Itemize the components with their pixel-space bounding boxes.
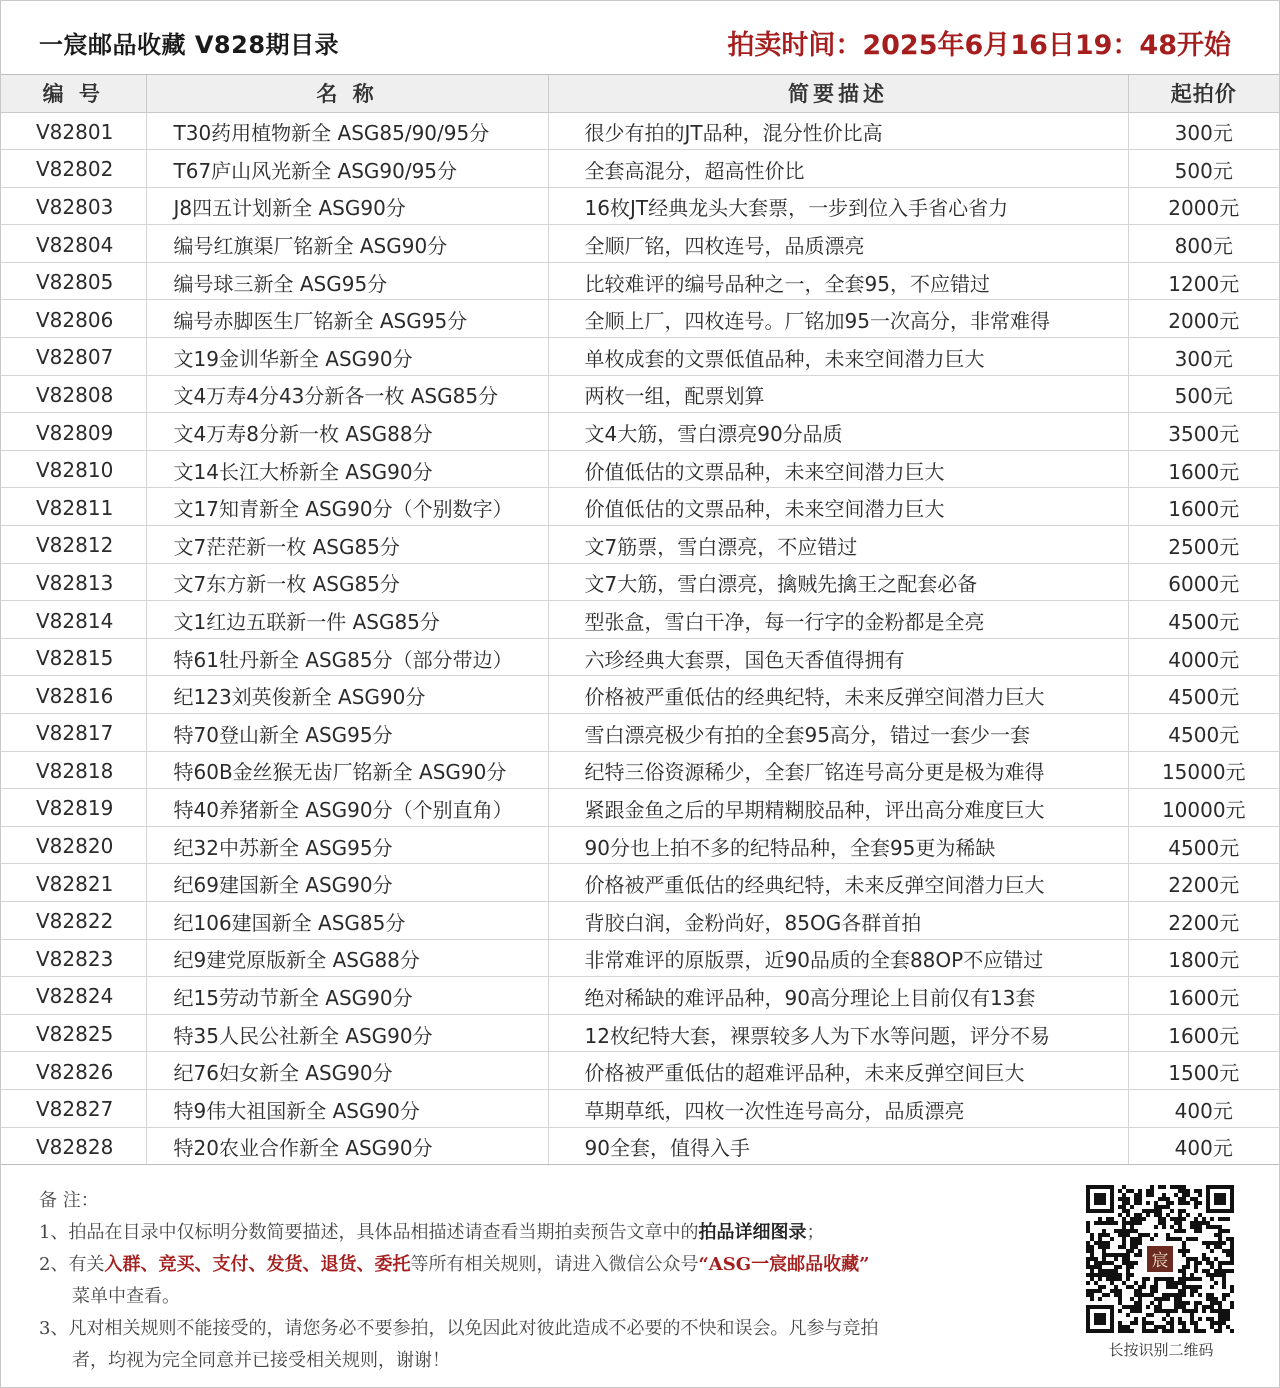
cell-price: 4500元: [1128, 676, 1279, 714]
table-row: [1, 789, 1279, 827]
qr-caption: 长按识别二维码: [1108, 1341, 1214, 1359]
note-2-account: “ASG一宸邮品收藏”: [698, 1254, 870, 1275]
table-header-row: [1, 75, 1279, 112]
cell-price: 300元: [1128, 338, 1279, 376]
cell-price: 2000元: [1128, 300, 1279, 338]
cell-id: V82826: [1, 1052, 146, 1090]
qr-block: [1086, 1185, 1236, 1360]
table-row: [1, 1014, 1279, 1052]
cell-name: 纪106建国新全 ASG85分: [146, 901, 548, 939]
cell-price: 2500元: [1128, 526, 1279, 564]
cell-name: 文7东方新一枚 ASG85分: [146, 563, 548, 601]
cell-name: 文7茫茫新一枚 ASG85分: [146, 526, 548, 564]
cell-description: 价值低估的文票品种，未来空间潜力巨大: [548, 450, 1128, 488]
cell-name: 文14长江大桥新全 ASG90分: [146, 450, 548, 488]
cell-id: V82824: [1, 977, 146, 1015]
table-row: [1, 338, 1279, 376]
table-row: [1, 413, 1279, 451]
note-1-end: ；: [806, 1222, 825, 1243]
cell-price: 1600元: [1128, 488, 1279, 526]
note-1-emphasis: 拍品详细图录: [698, 1222, 807, 1243]
cell-id: V82813: [1, 563, 146, 601]
cell-name: 特35人民公社新全 ASG90分: [146, 1014, 548, 1052]
cell-price: 4500元: [1128, 601, 1279, 639]
cell-id: V82812: [1, 526, 146, 564]
cell-description: 六珍经典大套票，国色天香值得拥有: [548, 638, 1128, 676]
qr-center-glyph: 宸: [1151, 1249, 1169, 1270]
cell-name: 文1红边五联新一件 ASG85分: [146, 601, 548, 639]
cell-price: 1600元: [1128, 1014, 1279, 1052]
note-2-cont: 菜单中查看。: [72, 1286, 180, 1307]
cell-description: 价值低估的文票品种，未来空间潜力巨大: [548, 488, 1128, 526]
cell-name: 编号赤脚医生厂铭新全 ASG95分: [146, 300, 548, 338]
note-3-cont: 者，均视为完全同意并已接受相关规则，谢谢！: [72, 1350, 450, 1371]
table-row: [1, 939, 1279, 977]
table-row: [1, 977, 1279, 1015]
cell-price: 4500元: [1128, 826, 1279, 864]
cell-id: V82821: [1, 864, 146, 902]
cell-id: V82809: [1, 413, 146, 451]
cell-description: 绝对稀缺的难评品种，90高分理论上目前仅有13套: [548, 977, 1128, 1015]
cell-description: 两枚一组，配票划算: [548, 375, 1128, 413]
cell-description: 全顺上厂，四枚连号。厂铭加95一次高分，非常难得: [548, 300, 1128, 338]
cell-name: 文17知青新全 ASG90分（个别数字）: [146, 488, 548, 526]
cell-id: V82827: [1, 1089, 146, 1127]
cell-id: V82807: [1, 338, 146, 376]
cell-price: 2000元: [1128, 187, 1279, 225]
table-row: [1, 1127, 1279, 1165]
cell-name: 纪9建党原版新全 ASG88分: [146, 939, 548, 977]
cell-price: 400元: [1128, 1089, 1279, 1127]
cell-price: 300元: [1128, 112, 1279, 150]
cell-description: 型张盒，雪白干净，每一行字的金粉都是全亮: [548, 601, 1128, 639]
table-row: [1, 826, 1279, 864]
cell-description: 很少有拍的JT品种，混分性价比高: [548, 112, 1128, 150]
catalog-table: [1, 75, 1279, 1165]
note-2-mid: 等所有相关规则，请进入微信公众号: [410, 1254, 699, 1275]
cell-price: 4000元: [1128, 638, 1279, 676]
cell-name: 纪123刘英俊新全 ASG90分: [146, 676, 548, 714]
cell-name: T67庐山风光新全 ASG90/95分: [146, 150, 548, 188]
cell-description: 紧跟金鱼之后的早期精糊胶品种，评出高分难度巨大: [548, 789, 1128, 827]
cell-description: 文4大筋，雪白漂亮90分品质: [548, 413, 1128, 451]
cell-id: V82810: [1, 450, 146, 488]
table-row: [1, 638, 1279, 676]
cell-id: V82820: [1, 826, 146, 864]
cell-name: 纪69建国新全 ASG90分: [146, 864, 548, 902]
cell-price: 2200元: [1128, 901, 1279, 939]
cell-name: 文19金训华新全 ASG90分: [146, 338, 548, 376]
cell-price: 15000元: [1128, 751, 1279, 789]
notes-section: [39, 1185, 1039, 1377]
cell-name: 特9伟大祖国新全 ASG90分: [146, 1089, 548, 1127]
cell-description: 16枚JT经典龙头大套票，一步到位入手省心省力: [548, 187, 1128, 225]
table-row: [1, 1089, 1279, 1127]
cell-description: 草期草纸，四枚一次性连号高分，品质漂亮: [548, 1089, 1128, 1127]
cell-name: 特60B金丝猴无齿厂铭新全 ASG90分: [146, 751, 548, 789]
cell-price: 3500元: [1128, 413, 1279, 451]
cell-price: 500元: [1128, 375, 1279, 413]
note-2-text: 2、有关: [39, 1254, 105, 1275]
cell-description: 12枚纪特大套，裸票较多人为下水等问题，评分不易: [548, 1014, 1128, 1052]
cell-price: 1600元: [1128, 450, 1279, 488]
table-row: [1, 714, 1279, 752]
cell-description: 价格被严重低估的超难评品种，未来反弹空间巨大: [548, 1052, 1128, 1090]
note-2-rules: 入群、竞买、支付、发货、退货、委托: [104, 1254, 411, 1275]
notes-label: 备 注：: [39, 1190, 99, 1211]
cell-name: 编号红旗渠厂铭新全 ASG90分: [146, 225, 548, 263]
table-row: [1, 262, 1279, 300]
cell-description: 文7筋票，雪白漂亮，不应错过: [548, 526, 1128, 564]
cell-id: V82811: [1, 488, 146, 526]
cell-description: 背胶白润，金粉尚好，85OG各群首拍: [548, 901, 1128, 939]
table-row: [1, 864, 1279, 902]
cell-name: 编号球三新全 ASG95分: [146, 262, 548, 300]
cell-description: 比较难评的编号品种之一，全套95，不应错过: [548, 262, 1128, 300]
cell-price: 1600元: [1128, 977, 1279, 1015]
table-row: [1, 1052, 1279, 1090]
table-row: [1, 488, 1279, 526]
table-row: [1, 300, 1279, 338]
header-starting-price: 起拍价: [1128, 75, 1279, 112]
cell-id: V82828: [1, 1127, 146, 1165]
cell-id: V82816: [1, 676, 146, 714]
table-row: [1, 751, 1279, 789]
qr-code[interactable]: [1086, 1185, 1234, 1333]
cell-id: V82802: [1, 150, 146, 188]
cell-price: 1500元: [1128, 1052, 1279, 1090]
cell-id: V82819: [1, 789, 146, 827]
table-row: [1, 526, 1279, 564]
table-row: [1, 563, 1279, 601]
cell-description: 全顺厂铭，四枚连号，品质漂亮: [548, 225, 1128, 263]
table-row: [1, 187, 1279, 225]
cell-name: 文4万寿4分43分新各一枚 ASG85分: [146, 375, 548, 413]
cell-id: V82801: [1, 112, 146, 150]
cell-id: V82817: [1, 714, 146, 752]
cell-id: V82803: [1, 187, 146, 225]
cell-name: 特20农业合作新全 ASG90分: [146, 1127, 548, 1165]
table-row: [1, 601, 1279, 639]
table-row: [1, 150, 1279, 188]
cell-price: 1800元: [1128, 939, 1279, 977]
cell-price: 6000元: [1128, 563, 1279, 601]
cell-price: 500元: [1128, 150, 1279, 188]
cell-price: 4500元: [1128, 714, 1279, 752]
note-2: [39, 1249, 1039, 1281]
cell-id: V82804: [1, 225, 146, 263]
cell-name: J8四五计划新全 ASG90分: [146, 187, 548, 225]
note-3: 3、凡对相关规则不能接受的，请您务必不要参拍，以免因此对彼此造成不必要的不快和误会。凡参与竞拍: [39, 1318, 879, 1339]
auction-time: 拍卖时间：2025年6月16日19：48开始: [727, 30, 1231, 61]
cell-id: V82806: [1, 300, 146, 338]
note-1: [39, 1217, 1039, 1249]
cell-description: 全套高混分，超高性价比: [548, 150, 1128, 188]
table-row: [1, 901, 1279, 939]
note-1-text: 1、拍品在目录中仅标明分数简要描述，具体品相描述请查看当期拍卖预告文章中的: [39, 1222, 699, 1243]
cell-name: 特40养猪新全 ASG90分（个别直角）: [146, 789, 548, 827]
cell-description: 雪白漂亮极少有拍的全套95高分，错过一套少一套: [548, 714, 1128, 752]
cell-price: 400元: [1128, 1127, 1279, 1165]
header: [1, 1, 1279, 75]
cell-price: 800元: [1128, 225, 1279, 263]
header-description: 简要描述: [548, 75, 1128, 112]
cell-price: 10000元: [1128, 789, 1279, 827]
cell-id: V82805: [1, 262, 146, 300]
table-row: [1, 375, 1279, 413]
header-id: 编 号: [1, 75, 146, 112]
cell-description: 单枚成套的文票低值品种，未来空间潜力巨大: [548, 338, 1128, 376]
cell-price: 1200元: [1128, 262, 1279, 300]
cell-description: 90全套，值得入手: [548, 1127, 1128, 1165]
cell-name: 特61牡丹新全 ASG85分（部分带边）: [146, 638, 548, 676]
cell-name: 纪15劳动节新全 ASG90分: [146, 977, 548, 1015]
table-row: [1, 676, 1279, 714]
cell-name: T30药用植物新全 ASG85/90/95分: [146, 112, 548, 150]
cell-id: V82825: [1, 1014, 146, 1052]
cell-description: 非常难评的原版票，近90品质的全套88OP不应错过: [548, 939, 1128, 977]
page-title: 一宸邮品收藏 V828期目录: [39, 31, 340, 59]
header-name: 名 称: [146, 75, 548, 112]
cell-description: 纪特三俗资源稀少，全套厂铭连号高分更是极为难得: [548, 751, 1128, 789]
cell-description: 价格被严重低估的经典纪特，未来反弹空间潜力巨大: [548, 676, 1128, 714]
cell-id: V82815: [1, 638, 146, 676]
cell-id: V82822: [1, 901, 146, 939]
table-row: [1, 112, 1279, 150]
cell-name: 文4万寿8分新一枚 ASG88分: [146, 413, 548, 451]
cell-name: 纪32中苏新全 ASG95分: [146, 826, 548, 864]
cell-id: V82823: [1, 939, 146, 977]
table-row: [1, 225, 1279, 263]
cell-id: V82818: [1, 751, 146, 789]
table-row: [1, 450, 1279, 488]
cell-id: V82814: [1, 601, 146, 639]
cell-description: 90分也上拍不多的纪特品种，全套95更为稀缺: [548, 826, 1128, 864]
cell-description: 文7大筋，雪白漂亮，擒贼先擒王之配套必备: [548, 563, 1128, 601]
cell-id: V82808: [1, 375, 146, 413]
cell-price: 2200元: [1128, 864, 1279, 902]
cell-name: 纪76妇女新全 ASG90分: [146, 1052, 548, 1090]
cell-description: 价格被严重低估的经典纪特，未来反弹空间潜力巨大: [548, 864, 1128, 902]
cell-name: 特70登山新全 ASG95分: [146, 714, 548, 752]
